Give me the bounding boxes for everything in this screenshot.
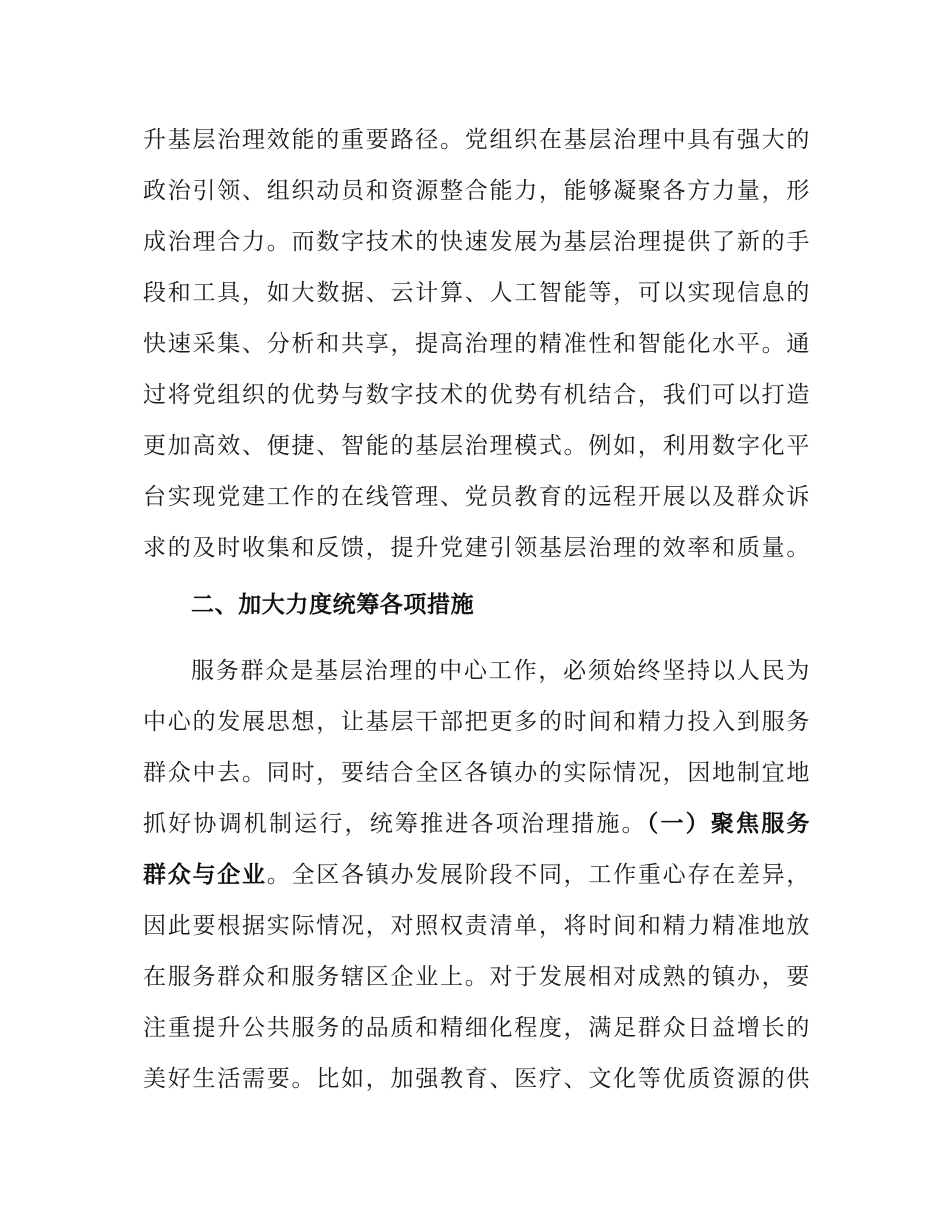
paragraph-line: 更加高效、便捷、智能的基层治理模式。例如，利用数字化平 [143,433,810,459]
paragraph-line: 求的及时收集和反馈，提升党建引领基层治理的效率和质量。 [143,535,810,561]
subheading-bold-text: 群众与企业 [143,862,267,888]
subheading-bold-text: （一）聚焦服务 [646,811,810,837]
paragraph-line-mixed [143,799,810,850]
paragraph-line-mixed [143,850,810,901]
paragraph-line: 台实现党建工作的在线管理、党员教育的远程开展以及群众诉 [143,484,810,510]
paragraph-line: 成治理合力。而数字技术的快速发展为基层治理提供了新的手 [143,229,810,255]
paragraph-text: 抓好协调机制运行，统筹推进各项治理措施。 [143,811,647,837]
paragraph-line: 升基层治理效能的重要路径。党组织在基层治理中具有强大的 [143,127,810,153]
section-heading: 二、加大力度统筹各项措施 [191,592,475,618]
paragraph-line: 政治引领、组织动员和资源整合能力，能够凝聚各方力量，形 [143,178,810,204]
paragraph-text: 。全区各镇办发展阶段不同，工作重心存在差异， [266,862,810,888]
paragraph-line: 过将党组织的优势与数字技术的优势有机结合，我们可以打造 [143,382,810,408]
paragraph-line: 群众中去。同时，要结合全区各镇办的实际情况，因地制宜地 [143,760,810,786]
paragraph-service [143,646,810,1105]
paragraph-line: 注重提升公共服务的品质和精细化程度，满足群众日益增长的 [143,1015,810,1041]
paragraph-line: 快速采集、分析和共享，提高治理的精准性和智能化水平。通 [143,331,810,357]
paragraph-line: 服务群众是基层治理的中心工作，必须始终坚持以人民为 [191,658,810,684]
paragraph-line: 在服务群众和服务辖区企业上。对于发展相对成熟的镇办，要 [143,964,810,990]
paragraph-continuation [143,115,810,574]
paragraph-line: 中心的发展思想，让基层干部把更多的时间和精力投入到服务 [143,709,810,735]
paragraph-line: 美好生活需要。比如，加强教育、医疗、文化等优质资源的供 [143,1066,810,1092]
paragraph-line: 段和工具，如大数据、云计算、人工智能等，可以实现信息的 [143,280,810,306]
paragraph-line: 因此要根据实际情况，对照权责清单，将时间和精力精准地放 [143,913,810,939]
